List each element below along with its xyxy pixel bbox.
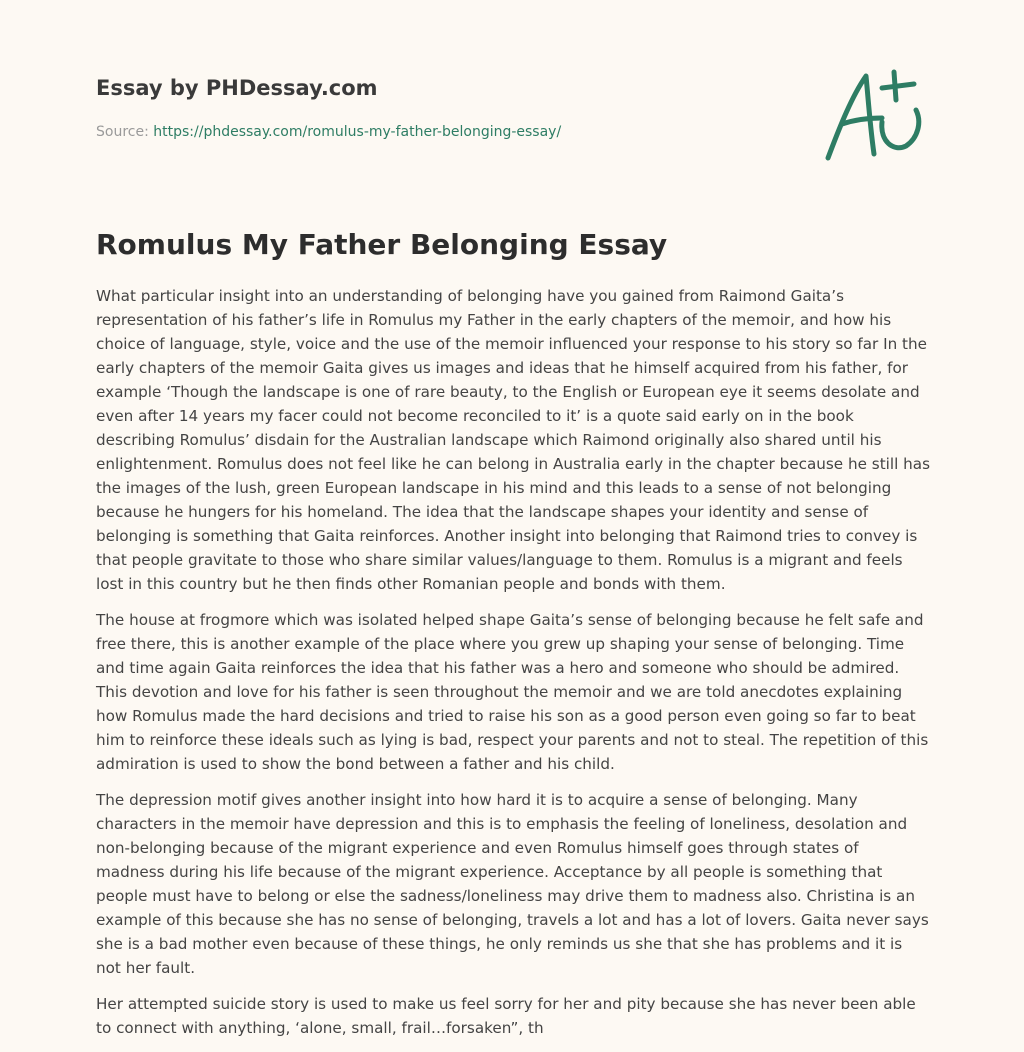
source-link[interactable]: https://phdessay.com/romulus-my-father-belonging-essay/ <box>153 124 562 140</box>
page-header <box>96 72 796 142</box>
essay-paragraph: The depression motif gives another insight into how hard it is to acquire a sense of belonging. Many characters in the memoir have depression and this is to emphasis the feeling of loneliness, desolation and non-belonging because of the migrant experience and even Romulus himself goes through states of madness during his life because of the migrant experience. Acceptance by all people is something that people must have to belong or else the sadness/loneliness may drive them to madness also. Christina is an example of this because she has no sense of belonging, travels a lot and has a lot of lovers. Gaita never says she is a bad mother even because of these things, he only reminds us she that she has problems and it is not her fault. <box>96 791 929 977</box>
a-plus-logo-icon <box>822 66 932 166</box>
essay-paragraph: What particular insight into an understanding of belonging have you gained from Raimond Gaita’s representation of his father’s life in Romulus my Father in the early chapters of the memoir, and how his choice of language, style, voice and the use of the memoir influenced your response to his story so far In the early chapters of the memoir Gaita gives us images and ideas that he himself acquired from his father, for example ‘Though the landscape is one of rare beauty, to the English or European eye it seems desolate and even after 14 years my facer could not become reconciled to it’ is a quote said early on in the book describing Romulus’ disdain for the Australian landscape which Raimond originally also shared until his enlightenment. Romulus does not feel like he can belong in Australia early in the chapter because he still has the images of the lush, green European landscape in his mind and this leads to a sense of not belonging because he hungers for his homeland. The idea that the landscape shapes your identity and sense of belonging is something that Gaita reinforces. Another insight into belonging that Raimond tries to convey is that people gravitate to those who share similar values/language to them. Romulus is a migrant and feels lost in this country but he then finds other Romanian people and bonds with them. <box>96 287 930 593</box>
essay-paragraph: Her attempted suicide story is used to make us feel sorry for her and pity because she has never been able to connect with anything, ‘alone, small, frail…forsaken”, th <box>96 995 916 1037</box>
site-title: Essay by PHDessay.com <box>96 76 378 100</box>
source-label: Source: <box>96 124 154 140</box>
source-line <box>96 122 796 142</box>
essay-paragraph: The house at frogmore which was isolated helped shape Gaita’s sense of belonging because he felt safe and free there, this is another example of the place where you grew up shaping your sense of belonging. Time and time again Gaita reinforces the idea that his father was a hero and someone who should be admired. This devotion and love for his father is seen throughout the memoir and we are told anecdotes explaining how Romulus made the hard decisions and tried to raise his son as a good person even going so far to beat him to reinforce these ideals such as lying is bad, respect your parents and not to steal. The repetition of this admiration is used to show the bond between a father and his child. <box>96 611 929 773</box>
essay-body <box>96 284 930 1052</box>
essay-title: Romulus My Father Belonging Essay <box>96 228 668 261</box>
